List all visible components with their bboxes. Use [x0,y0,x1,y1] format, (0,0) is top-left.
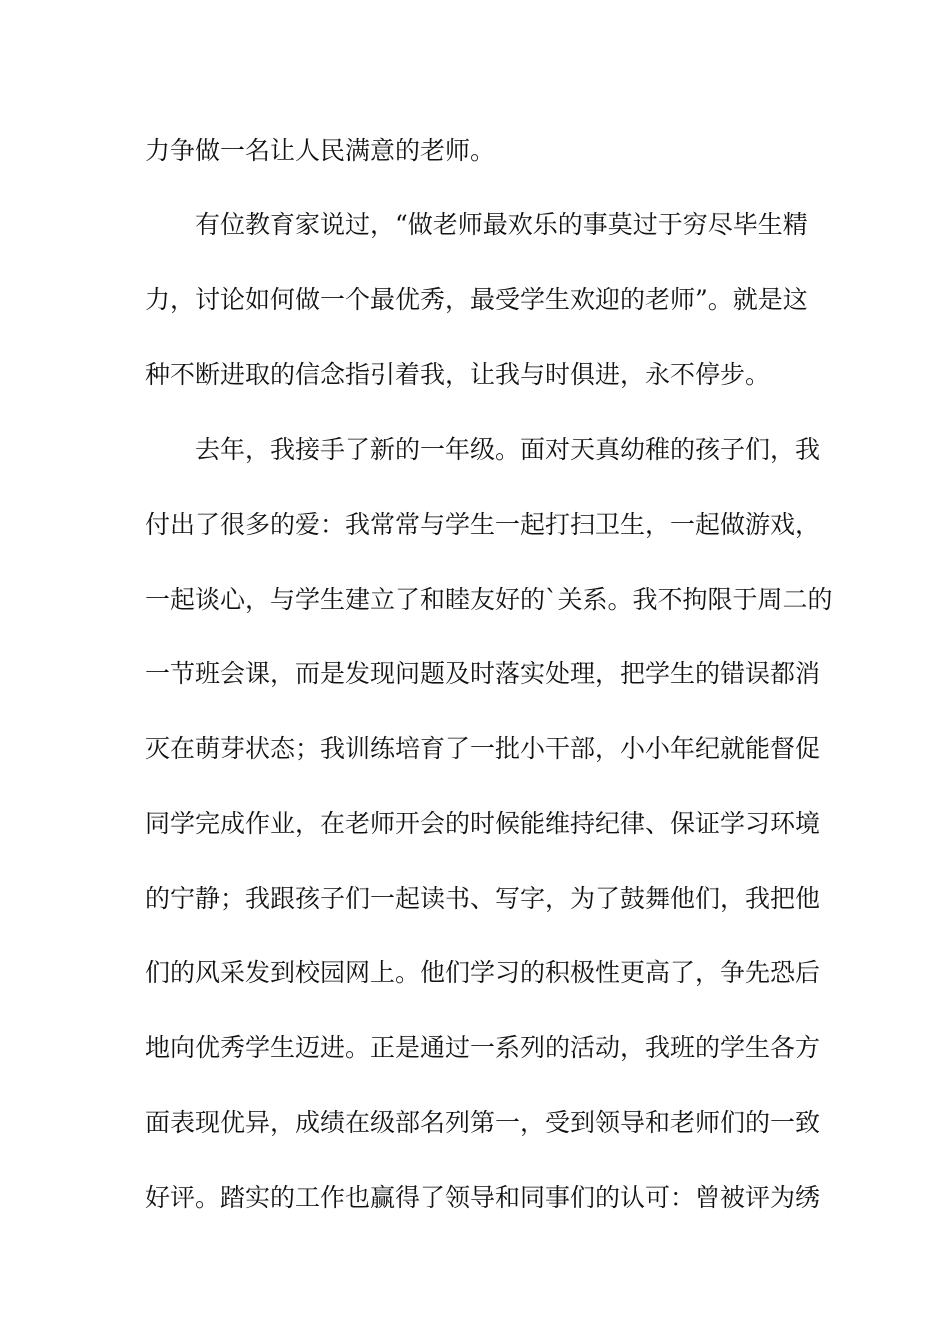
text-line: 面表现优异，成绩在级部名列第一，受到领导和老师们的一致 [145,1108,821,1137]
text-line: 好评。踏实的工作也赢得了领导和同事们的认可：曾被评为绣 [145,1183,821,1212]
text-line: 的宁静；我跟孩子们一起读书、写字，为了鼓舞他们，我把他 [145,884,821,913]
text-line: 一起谈心，与学生建立了和睦友好的`关系。我不拘限于周二的 [145,585,833,614]
text-line: 们的风采发到校园网上。他们学习的积极性更高了，争先恐后 [145,958,821,987]
text-line: 地向优秀学生迈进。正是通过一系列的活动，我班的学生各方 [145,1033,821,1062]
paragraph-first-line: 有位教育家说过，“做老师最欢乐的事莫过于穷尽毕生精 [195,210,808,239]
text-line: 同学完成作业，在老师开会的时候能维持纪律、保证学习环境 [145,809,821,838]
text-line: 力，讨论如何做一个最优秀，最受学生欢迎的老师”。就是这 [145,285,808,314]
text-line: 力争做一名让人民满意的老师。 [145,136,496,165]
text-line: 种不断进取的信念指引着我，让我与时俱进，永不停步。 [145,360,771,389]
paragraph-first-line: 去年，我接手了新的一年级。面对天真幼稚的孩子们，我 [195,435,821,464]
text-line: 灭在萌芽状态；我训练培育了一批小干部，小小年纪就能督促 [145,734,821,763]
text-line: 一节班会课，而是发现问题及时落实处理，把学生的错误都消 [145,659,821,688]
text-line: 付出了很多的爱：我常常与学生一起打扫卫生，一起做游戏， [145,510,821,539]
